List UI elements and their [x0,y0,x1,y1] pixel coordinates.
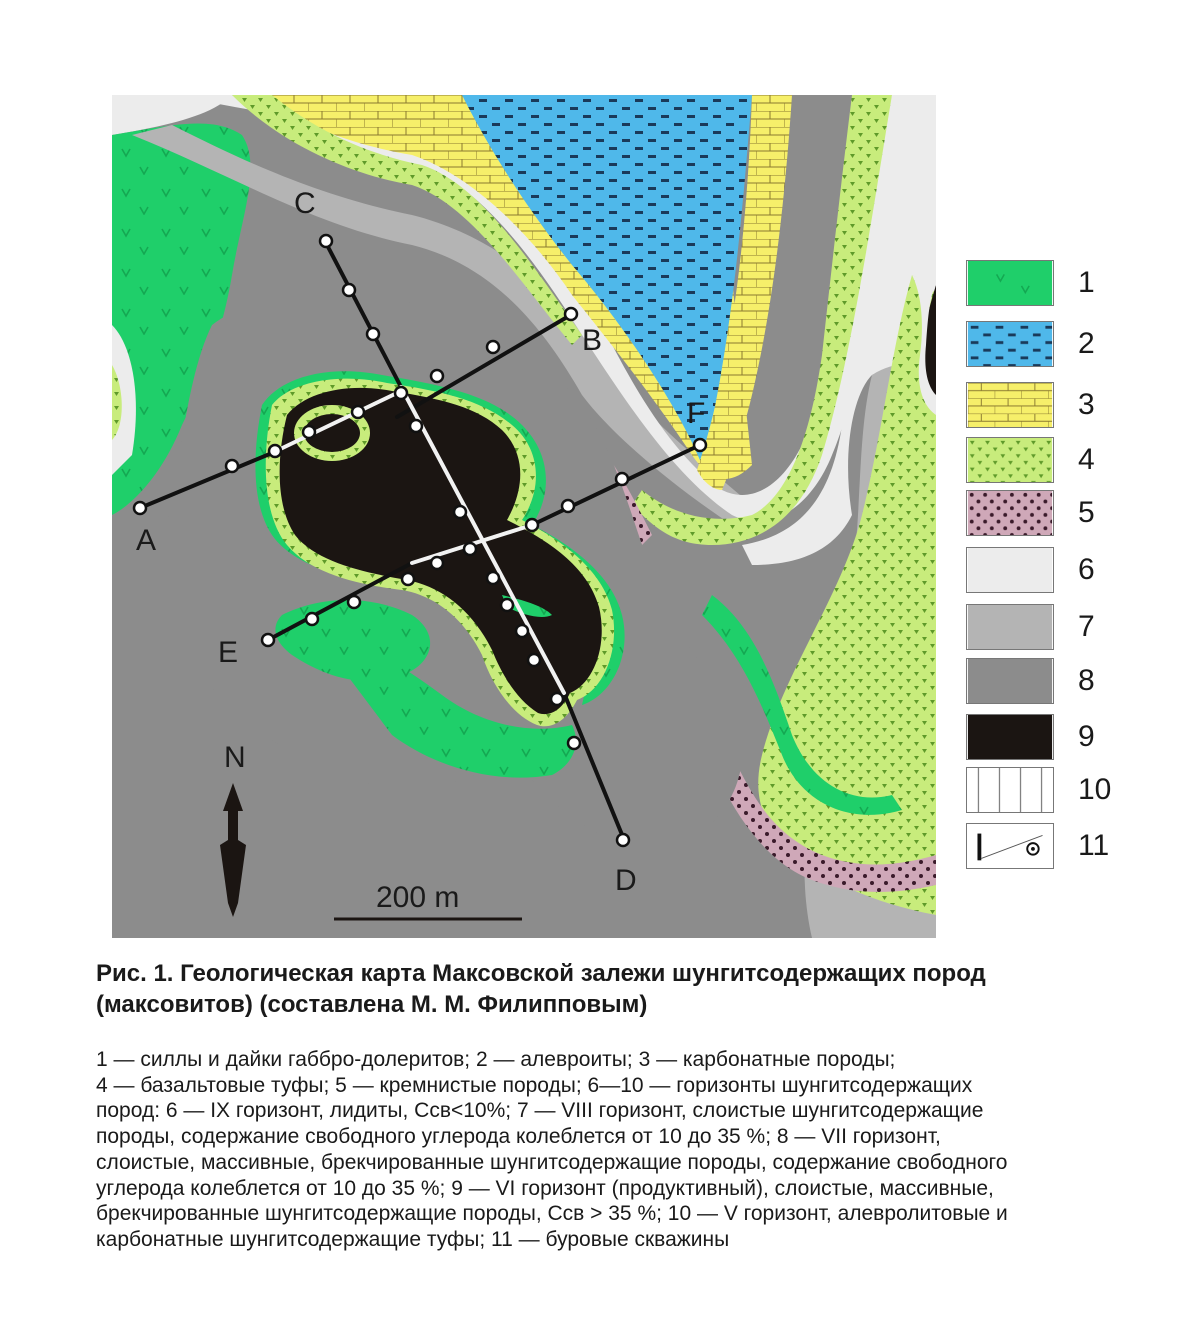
profile-label-d: D [615,864,637,897]
borehole-symbol-swatch [966,823,1054,869]
legend-number: 9 [1078,720,1095,753]
caption-title-line: Рис. 1. Геологическая карта Максовской залежи шунгитсодержащих пород [96,960,986,987]
legend-number: 5 [1078,496,1095,529]
horizon-ix-swatch [966,547,1054,593]
siltstone-swatch [966,321,1054,367]
legend-number: 1 [1078,266,1095,299]
legend-item-6 [966,547,1166,595]
profile-label-e: E [218,636,239,669]
profile-label-f: F [687,397,706,430]
legend-number: 2 [1078,327,1095,360]
geological-map [112,95,936,938]
caption-body-line: углерода колеблется от 10 до 35 %; 9 — VI горизонт (продуктивный), слоистые, массивные, [96,1176,994,1200]
legend [966,260,1166,880]
legend-number: 11 [1078,829,1110,862]
legend-item-10 [966,767,1166,815]
tuff-swatch [966,437,1054,483]
legend-item-4 [966,437,1166,485]
legend-item-9 [966,714,1166,762]
caption-body-line: 1 — силлы и дайки габбро-долеритов; 2 — алевроиты; 3 — карбонатные породы; [96,1048,896,1071]
legend-number: 3 [1078,388,1095,421]
legend-item-3 [966,382,1166,430]
siliceous-swatch [966,490,1054,536]
caption-body-line: пород: 6 — IX горизонт, лидиты, Ссв<10%; 7 — VIII горизонт, слоистые шунгитсодержащие [96,1099,984,1123]
profile-label-c: C [294,187,316,220]
legend-item-11 [966,823,1166,871]
legend-number: 7 [1078,610,1095,643]
profile-label-a: A [136,524,157,557]
legend-item-8 [966,658,1166,706]
figure-caption-title [96,958,1136,1020]
legend-item-2 [966,321,1166,369]
legend-number: 8 [1078,664,1095,697]
legend-number: 4 [1078,443,1095,476]
legend-item-7 [966,604,1166,652]
caption-body-line: 4 — базальтовые туфы; 5 — кремнистые породы; 6—10 — горизонты шунгитсодержащих [96,1073,973,1097]
horizon-viii-swatch [966,604,1054,650]
legend-number: 6 [1078,553,1095,586]
figure-caption-legend-text [96,1047,1156,1253]
caption-body-line: породы, содержание свободного углерода колеблется от 10 до 35 %; 8 — VII горизонт, [96,1125,941,1149]
legend-item-5 [966,490,1166,538]
carbonate-swatch [966,382,1054,428]
gabbro-swatch [966,260,1054,306]
caption-title-line: (максовитов) (составлена М. М. Филипповым) [96,991,648,1018]
legend-number: 10 [1078,773,1112,806]
profile-label-b: B [582,324,603,357]
caption-body-line: брекчированные шунгитсодержащие породы, Ссв > 35 %; 10 — V горизонт, алевролитовые и [96,1202,1008,1226]
legend-item-1 [966,260,1166,308]
horizon-v-swatch [966,767,1054,813]
scale-label: 200 m [376,881,460,914]
horizon-vii-swatch [966,658,1054,704]
caption-body-line: карбонатные шунгитсодержащие туфы; 11 — буровые скважины [96,1227,730,1251]
horizon-vi-swatch [966,714,1054,760]
north-label: N [224,741,246,774]
caption-body-line: слоистые, массивные, брекчированные шунгитсодержащие породы, содержание свободного [96,1150,1008,1174]
